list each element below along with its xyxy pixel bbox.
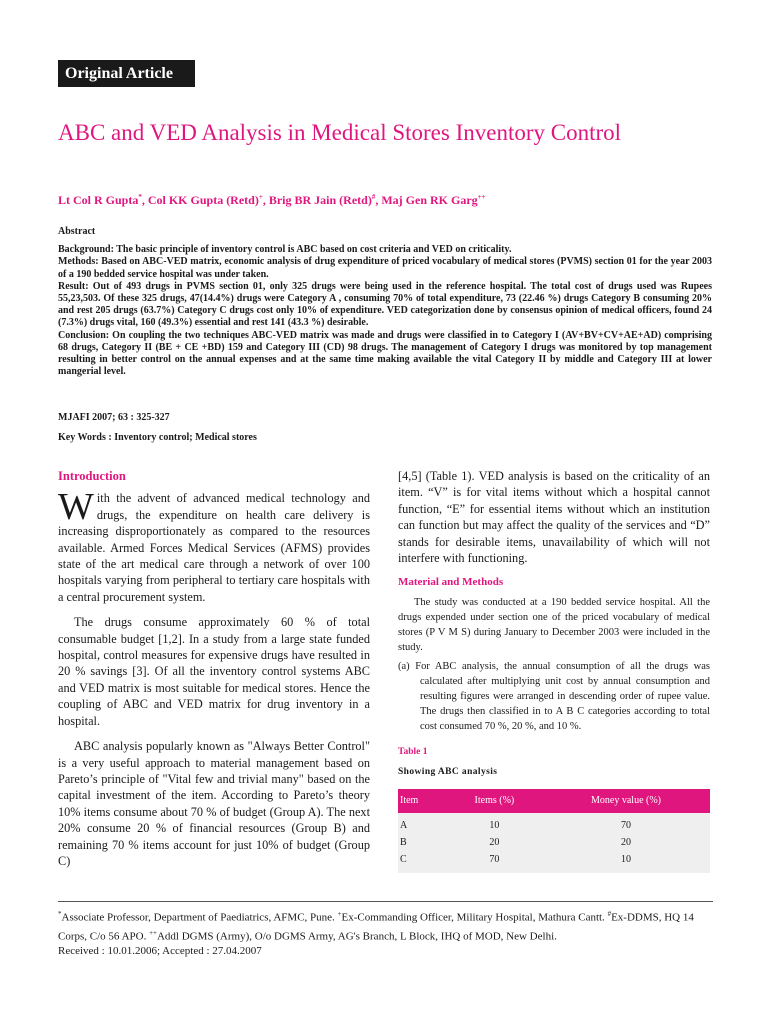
- author-name: Col KK Gupta (Retd): [147, 193, 259, 207]
- intro-paragraph-3: ABC analysis popularly known as "Always Better Control" is a very useful approach to material management based on Pareto’s principle of "Vital few and trivial many" based on the capital investment of the item. According to Pareto’s theory 10% items consume about 70 % of budget (Group A). The next 20% consume 20 % of financial resources (Group B) and remaining 70 % items account for just 10% of budget (Group C): [58, 739, 370, 868]
- table-caption: Showing ABC analysis: [398, 767, 498, 778]
- article-type-badge: Original Article: [58, 60, 195, 87]
- table-cell: C: [400, 854, 407, 866]
- table-cell: 70: [489, 854, 500, 866]
- table-cell: B: [400, 837, 407, 849]
- keywords: Key Words : Inventory control; Medical stores: [58, 432, 257, 443]
- affiliations-footnote: *Associate Professor, Department of Paediatrics, AFMC, Pune. +Ex-Commanding Officer, Military Hospital, Mathura Cantt. #Ex-DDMS, HQ 14 Corps, C/o 56 APO. ++Addl DGMS (Army), O/o DGMS Army, AG's Branch, L Block, IHQ of MOD, New Delhi.: [58, 910, 694, 943]
- table-row: [398, 834, 710, 851]
- article-title: ABC and VED Analysis in Medical Stores Inventory Control: [58, 120, 622, 145]
- author-name: Lt Col R Gupta: [58, 193, 139, 207]
- abstract-result: Result: Out of 493 drugs in PVMS section 01, only 325 drugs were being used in the reference hospital. The total cost of drugs used was Rupees 55,23,503. Of these 325 drugs, 47(14.4%) drugs were Category A , consuming 70% of total expenditure, 73 (22.46 %) drugs Category B consuming 20% and rest 205 drugs (63.7%) Category C drugs cost only 10% of expenditure. VED categorization done by consensus opinion of medical officers, found 24 (7.3%) drugs vital, 160 (49.3%) essential and rest 141 (43.3 %) desirable.: [58, 280, 712, 329]
- left-column: [58, 468, 370, 869]
- table-cell: 10: [621, 854, 632, 866]
- author-name: Brig BR Jain (Retd): [268, 193, 372, 207]
- abstract-heading: Abstract: [58, 226, 96, 237]
- vedanalysis-paragraph: [4,5] (Table 1). VED analysis is based on the criticality of an item. “V” is for vital items without which a hospital cannot function, “E” for essential items without which an institution can function but may affect the quality of the services and “D” stands for desirable items, unavailability of which will not interfere with functioning.: [398, 469, 710, 566]
- received-accepted-dates: Received : 10.01.2006; Accepted : 27.04.2007: [58, 945, 262, 957]
- author-list: Lt Col R Gupta*, Col KK Gupta (Retd)+, Brig BR Jain (Retd)#, Maj Gen RK Garg++: [58, 193, 486, 207]
- abstract-background: Background: The basic principle of inventory control is ABC based on cost criteria and VED on criticality.: [58, 244, 512, 256]
- author-mark: +: [258, 193, 263, 201]
- drop-cap: W: [58, 486, 94, 529]
- table-header: Items (%): [474, 794, 515, 806]
- abstract: [58, 226, 712, 378]
- table-cell: 20: [489, 837, 500, 849]
- table-cell: 70: [621, 820, 632, 832]
- table-row: [398, 813, 710, 834]
- methods-paragraph: The study was conducted at a 190 bedded service hospital. All the drugs expended under section one of the priced vocabulary of medical stores (P V M S) during January to December 2003 were included in the study.: [398, 596, 710, 653]
- table-header: Item: [400, 794, 419, 806]
- table-header: Money value (%): [591, 794, 662, 806]
- table-cell: 20: [621, 837, 632, 849]
- table-cell: 10: [489, 820, 500, 832]
- table-header-row: [398, 789, 710, 813]
- right-column: [398, 468, 710, 873]
- introduction-heading: Introduction: [58, 469, 126, 483]
- intro-paragraph-1: With the advent of advanced medical technology and drugs, the expenditure on health care delivery is increasing disproportionately as compared to the resources available. Armed Forces Medical Services (AFMS) provides state of the art medical care through a network of over 100 hospitals varying from peripheral to tertiary care hospitals with a central procurement system.: [58, 486, 370, 604]
- journal-reference: MJAFI 2007; 63 : 325-327: [58, 412, 170, 423]
- intro-paragraph-2: The drugs consume approximately 60 % of total consumable budget [1,2]. In a study from a large state funded hospital, control measures for expensive drugs have resulted in 20 % savings [3]. Of all the inventory control systems ABC and VED matrix is most suitable for medical stores. Hence the coupling of ABC and VED matrix for drug inventory in a hospital.: [58, 615, 370, 728]
- methods-list-item-a: (a) For ABC analysis, the annual consumption of all the drugs was calculated after multiplying unit cost by annual consumption and resulting figures were arranged in descending order of rupee value. The drugs then classified in to A B C categories according to total cost consumed 70 %, 20 %, and 10 %.: [398, 660, 710, 732]
- abc-table: [398, 789, 710, 873]
- abstract-methods: Methods: Based on ABC-VED matrix, economic analysis of drug expenditure of priced vocabulary of medical stores (PVMS) section 01 for the year 2003 of a 190 bedded service hospital was under taken.: [58, 256, 712, 280]
- footnote-divider: [58, 901, 713, 902]
- author-mark: *: [138, 193, 142, 201]
- author-mark: ++: [477, 193, 486, 201]
- author-mark: #: [371, 193, 376, 201]
- table-label: Table 1: [398, 746, 428, 757]
- methods-heading: Material and Methods: [398, 576, 504, 589]
- table-cell: A: [400, 820, 408, 832]
- abstract-conclusion: Conclusion: On coupling the two techniques ABC-VED matrix was made and drugs were classified in to Category I (AV+BV+CV+AE+AD) comprising 68 drugs, Category II (BE + CE +BD) 159 and Category III (CD) 98 drugs. The management of Category I drugs was monitored by top management resulting in better control on the annual expenses and at the same time making available the vital Category II by middle and Category III at lower mangerial level.: [58, 329, 712, 378]
- author-name: Maj Gen RK Garg: [381, 193, 478, 207]
- table-row: [398, 851, 710, 873]
